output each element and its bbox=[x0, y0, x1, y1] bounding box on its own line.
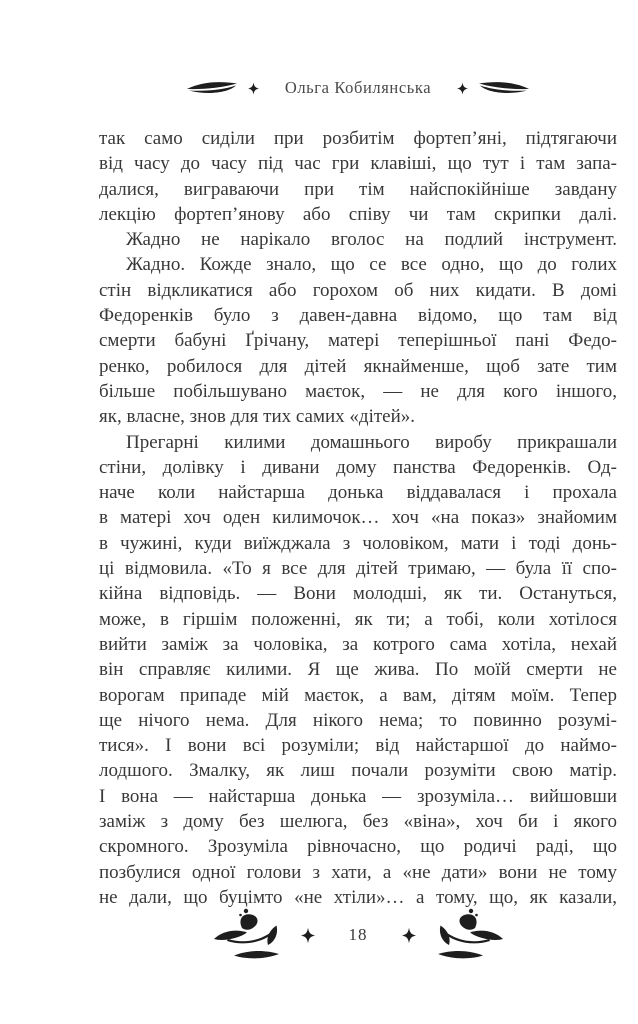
text-line: заміж з дому без шелюга, без «віна», хоч би і якого bbox=[99, 811, 617, 833]
text-line: Федоренків було з давен-давна відомо, що там від bbox=[99, 305, 617, 327]
text-line: вийти заміж за чоловіка, за котрого сама хотіла, нехай bbox=[99, 633, 617, 655]
text-line: він справляє килими. Я ще жива. По моїй смерти не bbox=[99, 659, 617, 681]
text-line: ці відмовила. «То я все для дітей тримаю, — була її спо- bbox=[99, 558, 617, 580]
text-line: Прегарні килими домашнього виробу прикрашали bbox=[126, 431, 617, 453]
text-line: більше побільшувано маєток, — не для кого іншого, bbox=[99, 380, 617, 402]
text-line: не дали, що буцімто «не хтіли»… а тому, що, як казали, bbox=[99, 886, 617, 908]
four-pointed-star-icon bbox=[447, 82, 478, 95]
text-line: в матері хоч оден килимочок… хоч «на показ» знайомим bbox=[99, 507, 617, 529]
text-line: І вона — найстарша донька — зрозуміла… вийшовши bbox=[99, 785, 617, 807]
text-line: як, власне, знов для тих самих «дітей». bbox=[99, 406, 416, 428]
text-line: смерти бабуні Ґрічану, матері теперішньої пані Федо- bbox=[99, 330, 617, 352]
text-line: в чужині, куди виїжджала з чоловіком, мати і тоді донь- bbox=[99, 532, 617, 554]
text-line: ворогам припаде мій маєток, а вам, дітям моїм. Тепер bbox=[99, 684, 617, 706]
page-number: 18 bbox=[348, 925, 368, 944]
text-line: може, в гіршім положенні, як ти; а тобі, коли хотілося bbox=[99, 608, 617, 630]
running-head bbox=[99, 74, 617, 102]
text-line: лекцію фортеп’янову або співу чи там скрипки далі. bbox=[99, 203, 617, 225]
page-footer bbox=[99, 903, 617, 967]
leaf-flourish-icon bbox=[186, 80, 238, 96]
text-line: ще нічого нема. Для нікого нема; то повинно розумі- bbox=[99, 709, 617, 731]
floral-sprig-icon bbox=[197, 907, 291, 963]
text-line: позбулися одної голови з хати, а «не дати» вони не тому bbox=[99, 861, 617, 883]
text-line: скромного. Зрозуміла рівночасно, що родичі раді, що bbox=[99, 836, 617, 858]
four-pointed-star-icon bbox=[238, 82, 269, 95]
author-name: Ольга Кобилянська bbox=[284, 78, 432, 97]
text-line: стіни, долівку і дивани дому панства Федоренків. Од- bbox=[99, 456, 617, 478]
text-line: Жадно. Кожде знало, що се все одно, що до голих bbox=[126, 254, 617, 276]
floral-sprig-icon bbox=[426, 907, 520, 963]
text-line: від часу до часу під час гри клавіші, що тут і там запа- bbox=[99, 153, 617, 175]
text-line: ренко, робилося для дітей якнайменше, щоб зате тим bbox=[99, 355, 617, 377]
text-line: тися». І вони всі розуміли; від найстаршої до наймо- bbox=[99, 735, 617, 757]
text-line: лодшого. Змалку, як лиш почали розуміти свою матір. bbox=[99, 760, 617, 782]
text-line: кійна відповідь. — Вони молодші, як ти. Остануться, bbox=[99, 583, 617, 605]
four-pointed-star-icon bbox=[392, 927, 426, 944]
text-line: так само сиділи при розбитім фортеп’яні, підтягаючи bbox=[99, 128, 617, 149]
four-pointed-star-icon bbox=[291, 927, 325, 944]
text-block bbox=[99, 126, 617, 910]
text-line: Жадно не нарікало вголос на подлий інструмент. bbox=[126, 229, 617, 251]
text-line: стін відкликатися або горохом об них кидати. В домі bbox=[99, 279, 617, 301]
text-line: далися, виграваючи при тім найспокійніше завдану bbox=[99, 178, 617, 200]
leaf-flourish-icon bbox=[478, 80, 530, 96]
text-line: наче коли найстарша донька віддавалася і прохала bbox=[99, 482, 617, 504]
